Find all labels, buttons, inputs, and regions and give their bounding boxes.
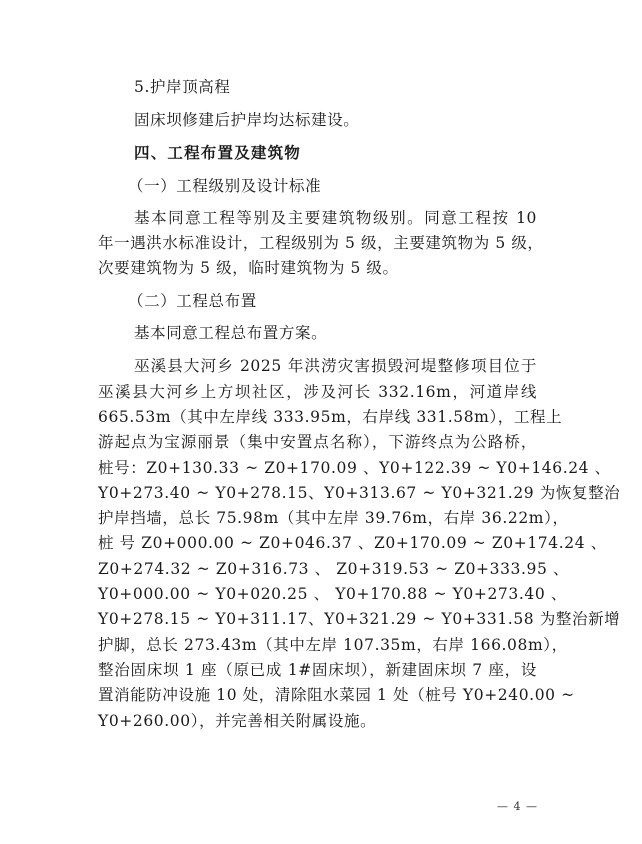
paragraph-line: Y0+260.00），并完善相关附属设施。 (98, 712, 377, 730)
paragraph-line: 固床坝修建后护岸均达标建设。 (134, 111, 360, 129)
paragraph-line: 桩号：Z0+130.33 ~ Z0+170.09 、Y0+122.39 ~ Y0+146.24 、 (98, 459, 611, 477)
paragraph-line: 665.53m（其中左岸线 333.95m，右岸线 331.58m），工程上 (98, 408, 563, 426)
paragraph-line: Y0+000.00 ~ Y0+020.25 、 Y0+170.88 ~ Y0+273.40 、 (98, 585, 567, 603)
subsection-1-title: （一）工程级别及设计标准 (128, 177, 322, 195)
paragraph-line: 基本同意工程总布置方案。 (134, 324, 328, 342)
paragraph-line: Z0+274.32 ~ Z0+316.73 、 Z0+319.53 ~ Z0+333.95 、 (98, 560, 570, 578)
paragraph-line: 桩 号 Z0+000.00 ~ Z0+046.37 、Z0+170.09 ~ Z0+174.24 、 (98, 534, 607, 552)
subsection-2-title: （二）工程总布置 (128, 292, 257, 310)
page-number: — 4 — (497, 800, 538, 813)
paragraph-line: 游起点为宝源丽景（集中安置点名称），下游终点为公路桥， (98, 433, 537, 451)
paragraph-line: 护岸挡墙，总长 75.98m（其中左岸 39.76m，右岸 36.22m）， (98, 509, 569, 527)
section-4-heading: 四、工程布置及建筑物 (134, 143, 302, 162)
paragraph-line: Y0+273.40 ~ Y0+278.15、Y0+313.67 ~ Y0+321.29 为恢复整治 (98, 484, 621, 502)
paragraph-line: 次要建筑物为 5 级，临时建筑物为 5 级。 (98, 259, 399, 277)
paragraph-line: 巫溪县大河乡上方坝社区，涉及河长 332.16m，河道岸线 (98, 383, 537, 401)
subsection-5-title: 5.护岸顶高程 (134, 78, 231, 96)
paragraph-line: 整治固床坝 1 座（原已成 1#固床坝），新建固床坝 7 座，设 (98, 661, 537, 679)
paragraph-line: 年一遇洪水标准设计，工程级别为 5 级，主要建筑物为 5 级， (98, 234, 544, 252)
paragraph-line: Y0+278.15 ~ Y0+311.17、Y0+321.29 ~ Y0+331.58 为整治新增 (98, 610, 621, 628)
paragraph-line: 巫溪县大河乡 2025 年洪涝灾害损毁河堤整修项目位于 (134, 357, 537, 375)
paragraph-line: 置消能防冲设施 10 处，清除阻水菜园 1 处（桩号 Y0+240.00 ~ (98, 686, 575, 704)
paragraph-line: 基本同意工程等别及主要建筑物级别。同意工程按 10 (134, 209, 537, 227)
paragraph-line: 护脚，总长 273.43m（其中左岸 107.35m，右岸 166.08m）， (98, 636, 568, 654)
